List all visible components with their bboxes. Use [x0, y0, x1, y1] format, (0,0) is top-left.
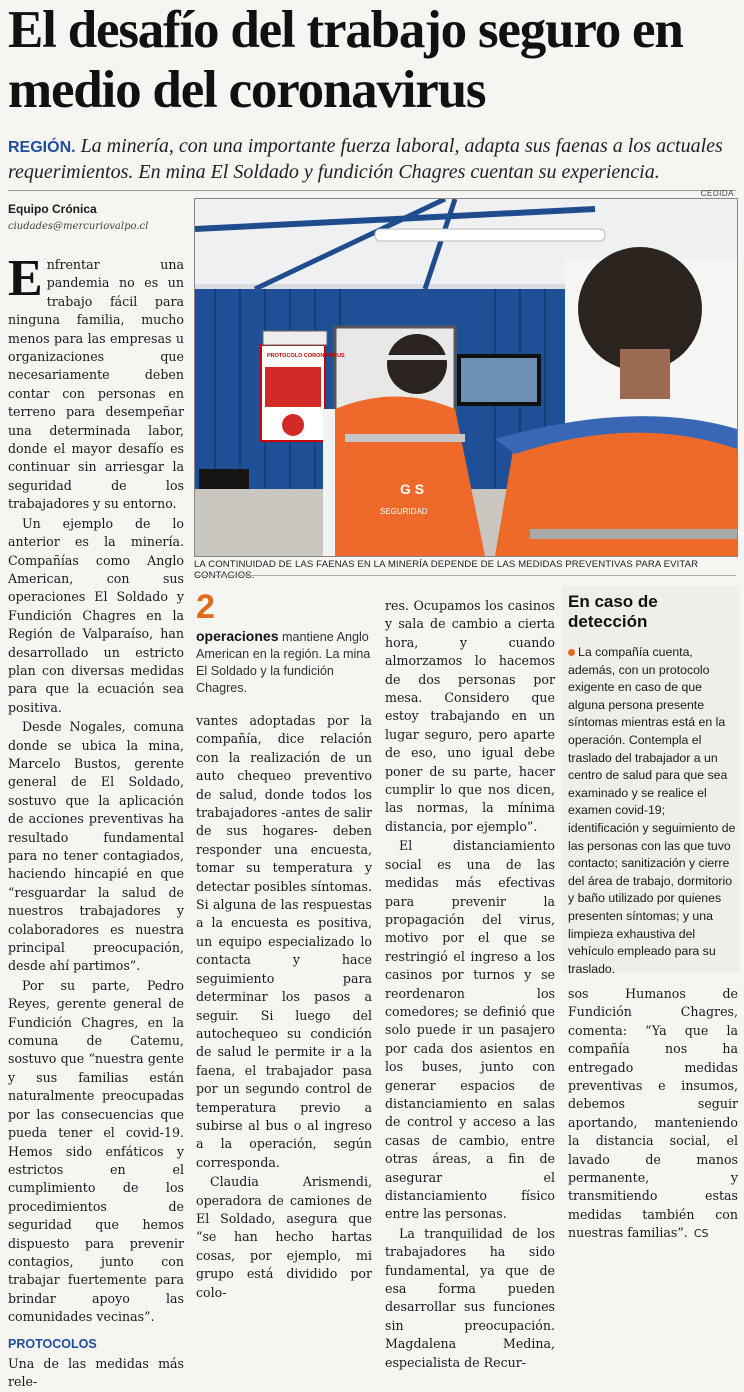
paragraph: sos Humanos de Fundición Chagres, comenta: “Ya que la compañía nos ha entregado medidas preventivas e insumos, debemos seguir aportando, manteniendo la distancia social, el lavado de manos permanente, y transmitiendo estas medidas también con nuestras familias”.	[568, 986, 738, 1241]
article-column-5	[568, 985, 738, 1244]
sign-title: PROTOCOLO CORONAVIRUS	[267, 353, 345, 359]
paragraph: res. Ocupamos los casinos y sala de cambio a cierta hora, y cuando almorzamos lo hacemos de dos personas por mesa. Considero que estoy trabajando en un lugar seguro, pero aparte de eso, uno igual debe poner de su parte, hacer cumplir lo que nos dicen, las normas, la mínima distancia, por ejemplo”.	[385, 598, 555, 834]
bullet-icon	[568, 649, 575, 656]
photo-illustration	[195, 199, 737, 556]
paragraph: Un ejemplo de lo anterior es la minería. Compañías como Anglo American, con sus operaciones El Soldado y Fundición Chagres en la Región de Valparaíso, han desarrollado un estricto plan con diversas medidas para que la ecuación sea positiva.	[8, 515, 184, 715]
paragraph: Claudia Arismendi, operadora de camiones de El Soldado, asegura que “se han hecho hartas cosas, por ejemplo, mi grupo está dividido por colo-	[196, 1174, 372, 1300]
factbox-desc: mantiene Anglo American en la región. La mina El Soldado y la fundición Chagres.	[196, 630, 371, 695]
sidebar-text: La compañía cuenta, además, con un protocolo exigente en caso de que alguna persona presente síntomas mientras está en la operación. Contempla el traslado del trabajador a un centro de salud para que sea examinado y se realice el examen covid-19; identificación y seguimiento de las personas con las que tuvo contacto; sanitización y cierre del área de trabajo, dormitorio y baño utilizado por quienes presenten síntomas; y una limpieza exhaustiva del vehículo empleado para su traslado.	[568, 645, 736, 976]
end-mark: CS	[693, 1227, 709, 1241]
photo-credit: CEDIDA	[700, 189, 734, 198]
paragraph: nfrentar una pandemia no es un trabajo fácil para ninguna familia, mucho menos para las empresas u organizaciones que necesariamente deben contar con personas en terreno para desempeñar una determinada labor, donde el mayor desafío es continuar sin arriesgar la seguridad de los trabajadores y su entorno.	[8, 257, 184, 512]
paragraph: El distanciamiento social es una de las medidas más efectivas para prevenir la propagación del virus, motivo por el que se restringió el ingreso a los casinos por turnos y se reordenaron los comedores; se definió que solo puede ir un pasajero por cada dos asientos en los buses, junto con generar espacios de distanciamiento en salas de control y acceso a las casas de cambio, entre otras áreas, a fin de asegurar el distanciamiento físico entre las personas.	[385, 838, 555, 1222]
byline-author: Equipo Crónica	[8, 202, 97, 216]
sidebar-body	[568, 644, 738, 978]
vest-text: SEGURIDAD	[380, 507, 428, 516]
subhead-protocolos: PROTOCOLOS	[8, 1336, 97, 1351]
paragraph: Una de las medidas más rele-	[8, 1355, 184, 1390]
photo-caption: LA CONTINUIDAD DE LAS FAENAS EN LA MINERÍA DEPENDE DE LAS MEDIDAS PREVENTIVAS PARA EVITAR	[194, 559, 699, 570]
article-column-1	[8, 250, 184, 1392]
sidebar-title: En caso de detección	[568, 592, 658, 631]
divider	[8, 190, 736, 191]
article-column-2	[196, 712, 372, 1302]
factbox-text	[196, 628, 372, 697]
byline-email[interactable]: ciudades@mercuriovalpo.cl	[8, 221, 149, 232]
vest-logo: G S	[400, 481, 425, 497]
paragraph: Desde Nogales, comuna donde se ubica la mina, Marcelo Bustos, gerente general de El Soldado, sostuvo que la aplicación de acciones preventivas ha resultado fundamental para no tener contagiados, haciendo hincapié en que “resguardar la salud de nuestros trabajadores y colaboradores es nuestra principal preocupación, desde ahí partimos”.	[8, 719, 184, 974]
article-photo	[194, 198, 738, 557]
paragraph: vantes adoptadas por la compañía, dice relación con la realización de un auto chequeo preventivo de salud, donde todos los trabajadores -antes de salir de sus hogares- deben responder una encuesta, tomar su temperatura y detectar posibles síntomas. Si alguna de las respuestas a la encuesta es positiva, un equipo especializado lo contacta y hace seguimiento para determinar los pasos a seguir. Si luego del autochequeo su condición de salud le permite ir a la faena, el trabajador pasa por un segundo control de temperatura previo a subirse al bus o al ingreso a la operación, según corresponda.	[196, 713, 372, 1170]
section-tag: REGIÓN.	[8, 139, 76, 156]
paragraph: Por su parte, Pedro Reyes, gerente general de Fundición Chagres, en la comuna de Catemu, sostuvo que “nuestra gente y sus familias están naturalmente preocupadas por las consecuencias que pueda tener el covid-19. Hemos sido enfáticos y estrictos en el cumplimiento de los procedimientos de seguridad que hemos dispuesto para prevenir contagios, junto con trabajar fuertemente para brindar apoyo las comunidades vecinas”.	[8, 977, 184, 1325]
lead-paragraph	[8, 134, 736, 185]
factbox-number: 2	[196, 588, 215, 626]
headline: El desafío del trabajo seguro en medio del coronavirus	[8, 1, 683, 119]
lead-text: La minería, con una importante fuerza laboral, adapta sus faenas a los actuales requerimientos. En mina El Soldado y fundición Chagres cuentan su experiencia.	[8, 135, 723, 183]
article-column-3	[385, 597, 555, 1372]
factbox-bold: operaciones	[196, 628, 279, 644]
divider	[194, 575, 736, 576]
paragraph: La tranquilidad de los trabajadores ha sido fundamental, ya que de esa forma pueden desarrollar sus funciones sin preocupación. Magdalena Medina, especialista de Recur-	[385, 1225, 555, 1370]
dropcap: E	[8, 250, 43, 307]
